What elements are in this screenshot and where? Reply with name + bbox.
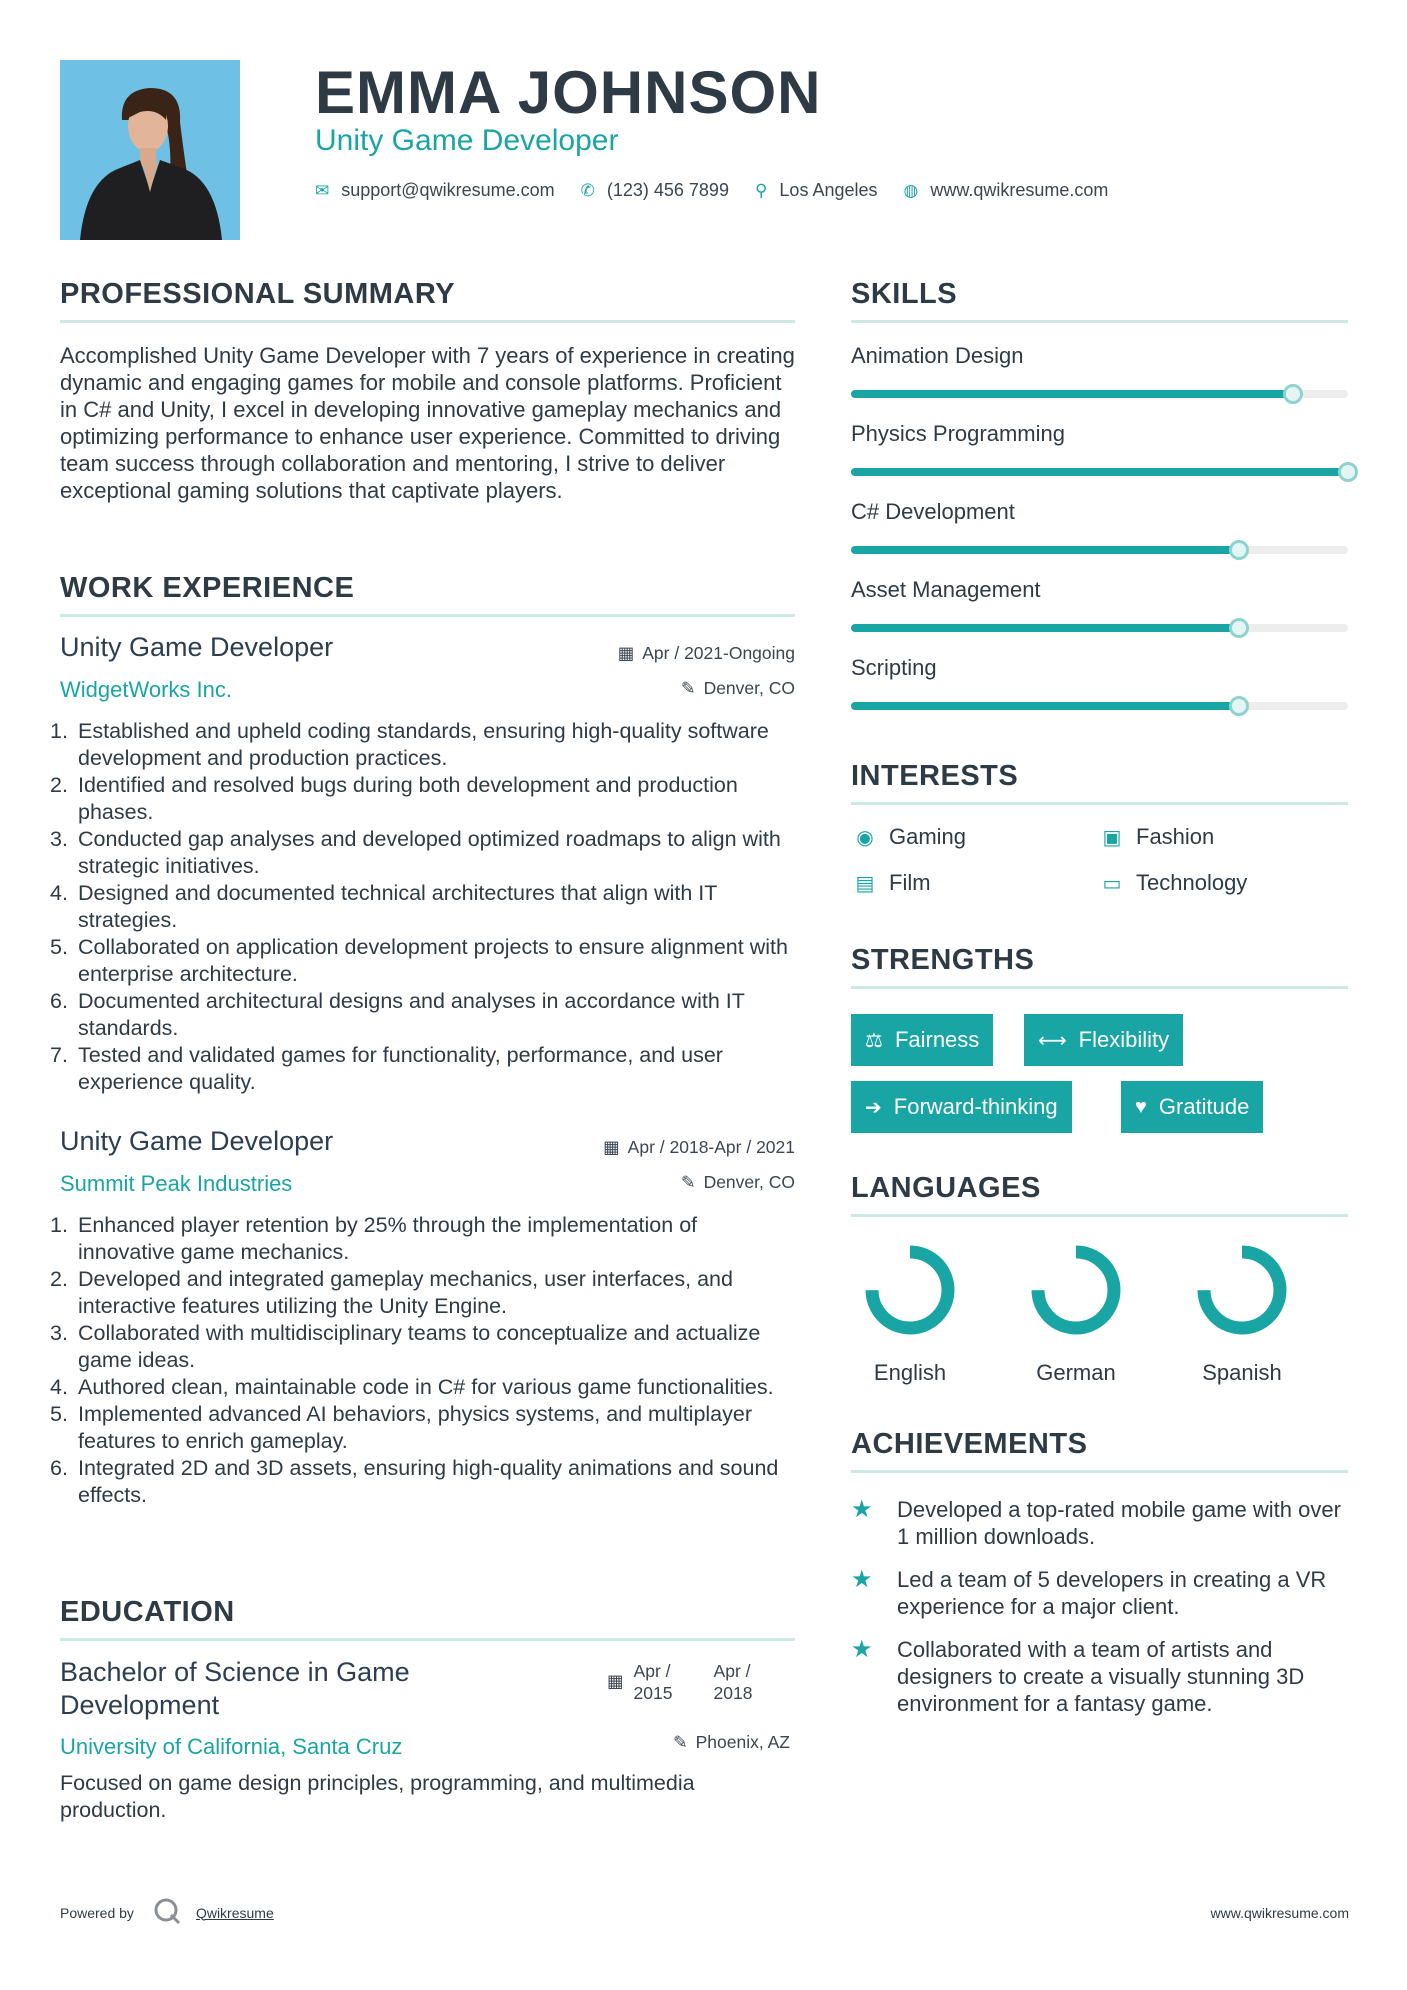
strengths-heading: STRENGTHS (851, 944, 1035, 976)
summary-divider (60, 320, 795, 323)
job-title: Unity Game Developer (60, 1126, 334, 1156)
star-icon: ★ (851, 1636, 873, 1663)
list-item: 5. Collaborated on application development projects to ensure alignment with enterprise architecture. (50, 935, 788, 986)
strengths-divider (851, 986, 1348, 989)
education-description: Focused on game design principles, programming, and multimedia production. (60, 1771, 695, 1822)
education-dates (607, 1660, 794, 1704)
experience-divider (60, 614, 795, 617)
laptop-icon: ▭ (1102, 872, 1122, 895)
calendar-icon: ▦ (617, 643, 635, 663)
education-location-text: Phoenix, AZ (695, 1732, 790, 1752)
strength-label: Fairness (894, 1027, 980, 1052)
contact-email[interactable]: support@qwikresume.com (341, 180, 555, 200)
languages-heading: LANGUAGES (851, 1172, 1041, 1204)
contact-phone[interactable]: (123) 456 7899 (606, 180, 729, 200)
skill-bar-fill (851, 702, 1239, 710)
skill-name: Physics Programming (851, 421, 1065, 446)
company-name: Summit Peak Industries (60, 1171, 293, 1196)
skill-name: Scripting (851, 655, 937, 680)
education-heading: EDUCATION (60, 1596, 235, 1628)
job-dates (500, 643, 795, 664)
interest-label: Film (889, 870, 931, 895)
skill-bar-handle (1338, 462, 1358, 482)
interest-label: Gaming (889, 824, 967, 849)
interest-item (1098, 824, 1214, 850)
summary-text: Accomplished Unity Game Developer with 7 years of experience in creating dynamic and engaging games for mobile and console platforms. Proficient in C# and Unity, I excel in developing innovative gameplay mechanics and optimizing performance to enhance user experience. Committed to driving team success through collaboration and mentoring, I strive to deliver exceptional gaming solutions that captivate players. (60, 343, 795, 503)
strength-badge (1121, 1081, 1263, 1133)
skill-bar-fill (851, 468, 1348, 476)
achievement-item (851, 1496, 1351, 1550)
interest-item (1098, 870, 1247, 896)
job-location-text: Denver, CO (703, 678, 795, 698)
list-item: 7. Tested and validated games for functionality, performance, and user experience quality. (50, 1043, 723, 1094)
language-name: Spanish (1202, 1360, 1282, 1385)
language-progress-ring (860, 1240, 960, 1340)
pushpin-icon: ✎ (680, 678, 696, 698)
list-item: 1. Established and upheld coding standards, ensuring high-quality software development and production practices. (50, 719, 769, 770)
star-icon: ★ (851, 1496, 873, 1523)
arrow-right-icon: ➔ (865, 1096, 882, 1119)
summary-heading: PROFESSIONAL SUMMARY (60, 278, 456, 310)
list-item: 4. Designed and documented technical architectures that align with IT strategies. (50, 881, 718, 932)
list-item: 2. Developed and integrated gameplay mechanics, user interfaces, and interactive features utilizing the Unity Engine. (50, 1267, 733, 1318)
skill-bar-fill (851, 390, 1293, 398)
list-item: 3. Collaborated with multidisciplinary teams to conceptualize and actualize game ideas. (50, 1321, 761, 1372)
balance-scale-icon: ⚖ (865, 1029, 883, 1052)
job-bullets (50, 1212, 795, 1509)
candidate-title: Unity Game Developer (315, 124, 619, 157)
list-item: 6. Integrated 2D and 3D assets, ensuring high-quality animations and sound effects. (50, 1456, 779, 1507)
skill-name: Animation Design (851, 343, 1024, 368)
job-location-text: Denver, CO (703, 1172, 795, 1192)
footer-url[interactable]: www.qwikresume.com (1210, 1905, 1349, 1921)
skill-bar-fill (851, 624, 1239, 632)
achievements-divider (851, 1470, 1348, 1473)
job-location (560, 1172, 795, 1193)
achievement-item (851, 1566, 1351, 1620)
strength-badge (851, 1081, 1072, 1133)
film-icon: ▤ (855, 872, 875, 895)
skills-divider (851, 320, 1348, 323)
interest-label: Technology (1136, 870, 1248, 895)
globe-icon: ◍ (903, 180, 919, 200)
education-divider (60, 1638, 795, 1641)
arrows-horizontal-icon: ⟷ (1038, 1029, 1067, 1052)
achievement-text: Collaborated with a team of artists and designers to create a visually stunning 3D environment for a fantasy game. (897, 1637, 1305, 1716)
strength-label: Gratitude (1158, 1094, 1250, 1119)
contact-bar (315, 180, 1134, 201)
skill-bar-handle (1283, 384, 1303, 404)
profile-photo (60, 60, 240, 240)
list-item: 1. Enhanced player retention by 25% through the implementation of innovative game mechanics. (50, 1213, 698, 1264)
language-item (1182, 1240, 1302, 1386)
skills-heading: SKILLS (851, 278, 958, 310)
education-end: Apr / 2018 (713, 1661, 753, 1703)
shopping-bag-icon: ▣ (1102, 826, 1122, 849)
company-name: WidgetWorks Inc. (60, 677, 232, 702)
language-item (850, 1240, 970, 1386)
skill-bar-handle (1229, 618, 1249, 638)
language-name: German (1036, 1360, 1116, 1385)
calendar-icon: ▦ (603, 1137, 620, 1157)
interests-heading: INTERESTS (851, 760, 1019, 792)
list-item: 5. Implemented advanced AI behaviors, physics systems, and multiplayer features to enrich gameplay. (50, 1402, 752, 1453)
contact-location: Los Angeles (779, 180, 878, 200)
job-dates-text: Apr / 2018-Apr / 2021 (627, 1137, 795, 1157)
job-bullets (50, 718, 795, 1096)
strength-label: Forward-thinking (893, 1094, 1058, 1119)
interests-divider (851, 802, 1348, 805)
skill-bar-handle (1229, 540, 1249, 560)
list-item: 6. Documented architectural designs and analyses in accordance with IT standards. (50, 989, 745, 1040)
skill-name: Asset Management (851, 577, 1041, 602)
education-start: Apr / 2015 (633, 1661, 673, 1703)
experience-heading: WORK EXPERIENCE (60, 572, 355, 604)
skill-bar-handle (1229, 696, 1249, 716)
strength-label: Flexibility (1078, 1027, 1170, 1052)
skill-bar (851, 702, 1348, 710)
language-name: English (873, 1360, 947, 1385)
heart-icon: ♥ (1135, 1095, 1147, 1118)
languages-divider (851, 1214, 1348, 1217)
degree-title: Bachelor of Science in Game Development (60, 1657, 410, 1720)
candidate-name: EMMA JOHNSON (315, 59, 822, 126)
school-name: University of California, Santa Cruz (60, 1734, 403, 1759)
pushpin-icon: ✎ (672, 1732, 688, 1752)
powered-by-text: Powered by (60, 1904, 134, 1921)
brand-link[interactable]: Qwikresume (195, 1904, 274, 1921)
skill-bar (851, 624, 1348, 632)
language-progress-arc (1204, 1252, 1280, 1328)
skill-name: C# Development (851, 499, 1015, 524)
job-location (560, 678, 795, 699)
job-dates (480, 1137, 795, 1158)
qwikresume-logo-icon (152, 1896, 182, 1929)
skill-bar (851, 390, 1348, 398)
location-pin-icon: ⚲ (754, 180, 768, 200)
calendar-icon: ▦ (607, 1671, 624, 1691)
phone-icon: ✆ (580, 180, 595, 200)
achievement-text: Led a team of 5 developers in creating a VR experience for a major client. (897, 1567, 1327, 1619)
list-item: 2. Identified and resolved bugs during both development and production phases. (50, 773, 738, 824)
language-progress-arc (1038, 1252, 1114, 1328)
achievement-text: Developed a top-rated mobile game with over 1 million downloads. (897, 1497, 1341, 1549)
skill-bar (851, 468, 1348, 476)
job-title: Unity Game Developer (60, 632, 334, 662)
strength-badge (851, 1014, 993, 1066)
language-item (1016, 1240, 1136, 1386)
envelope-icon: ✉ (315, 180, 330, 200)
skill-bar-fill (851, 546, 1239, 554)
language-progress-arc (872, 1252, 948, 1328)
pushpin-icon: ✎ (680, 1172, 696, 1192)
strength-badge (1024, 1014, 1183, 1066)
language-progress-ring (1192, 1240, 1292, 1340)
star-icon: ★ (851, 1566, 873, 1593)
gamepad-icon: ◉ (856, 826, 874, 849)
achievement-item (851, 1636, 1351, 1717)
education-location (650, 1732, 790, 1753)
language-progress-ring (1026, 1240, 1126, 1340)
achievements-heading: ACHIEVEMENTS (851, 1428, 1088, 1460)
job-dates-text: Apr / 2021-Ongoing (642, 643, 795, 663)
interest-item (851, 870, 931, 896)
footer-powered-by (60, 1896, 274, 1929)
contact-website[interactable]: www.qwikresume.com (930, 180, 1109, 200)
interest-item (851, 824, 966, 850)
interest-label: Fashion (1136, 824, 1215, 849)
list-item: 3. Conducted gap analyses and developed optimized roadmaps to align with strategic initiatives. (50, 827, 781, 878)
list-item: 4. Authored clean, maintainable code in C# for various game functionalities. (50, 1375, 774, 1399)
skill-bar (851, 546, 1348, 554)
